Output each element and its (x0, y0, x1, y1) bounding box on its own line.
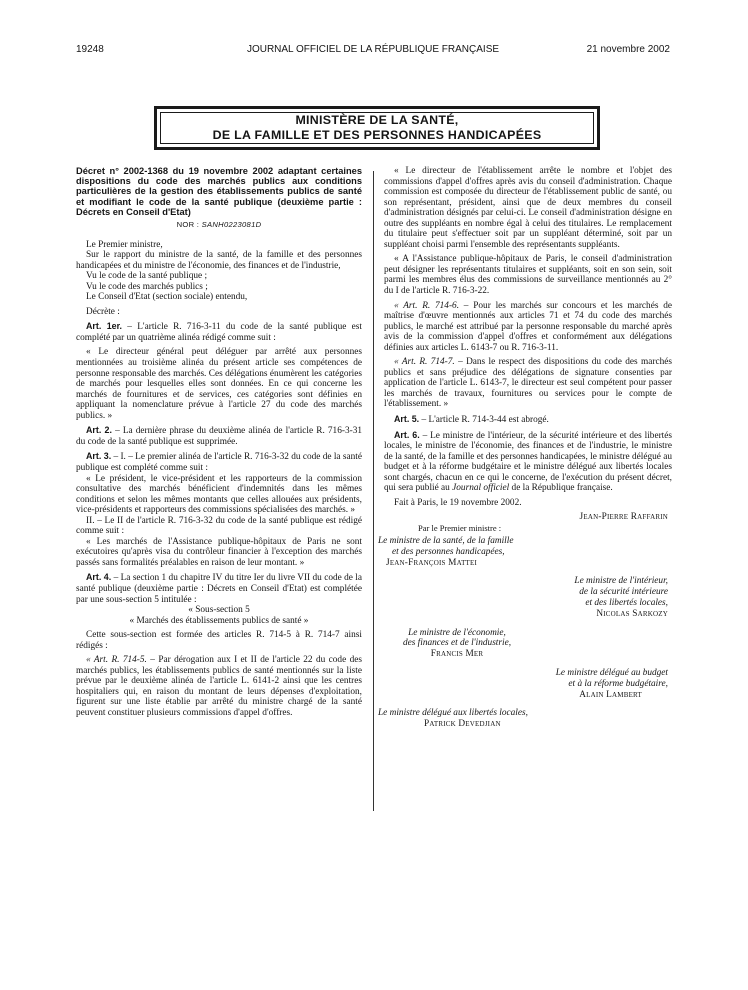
ministry-heading-box (154, 106, 600, 150)
signature-name-mer: Francis Mer (430, 649, 484, 660)
article-r714-7-ref: « Art. R. 714-7. (394, 357, 455, 368)
signature-name-sarkozy: Nicolas Sarkozy (596, 608, 668, 619)
article-6-text-b: de la République française. (509, 483, 613, 494)
interieur-role-line-1: Le ministre de l'intérieur, (574, 576, 668, 587)
article-1-quote: « Le directeur général peut déléguer par arrêté aux personnes mentionnées au troisième alinéa du présent article ses compétences de personne responsable des marchés. Ces délégations énumèrent les catégories de marchés pour lesquelles elles sont données. En ce qui concerne les marchés de fournitures et de services, ces catégories sont définies en appliquant la nomenclature prévue à l'article 27 du code des marchés publics. » (76, 347, 362, 421)
article-r714-6-text: – Pour les marchés sur concours et les marchés de maîtrise d'œuvre mentionnés aux articles 71 et 74 du code des marchés publics, le marché est attribué par la personne responsable du marché après avis de la commission d'appel d'offres et conformément aux délégations définies aux articles L. 6143-7 ou R. 716-3-11. (384, 300, 672, 353)
preamble-line: Le Conseil d'Etat (section sociale) entendu, (86, 292, 248, 303)
interieur-role-line-3: et des libertés locales, (585, 597, 668, 608)
subsection-label: « Sous-section 5 (188, 605, 250, 616)
interieur-role-line-2: de la sécurité intérieure (579, 587, 668, 598)
publication-date: 21 novembre 2002 (586, 44, 670, 55)
economie-role-line-1: Le ministre de l'économie, (408, 627, 506, 638)
signature-block-economie (382, 628, 532, 660)
right-column (378, 166, 673, 738)
article-r714-7 (384, 357, 672, 410)
article-1-heading: Art. 1er. (86, 321, 123, 332)
ministry-line-2: DE LA FAMILLE ET DES PERSONNES HANDICAPÉES (212, 128, 542, 142)
article-r714-5-ref: « Art. R. 714-5. (86, 655, 147, 666)
budget-role-line-2: et à la réforme budgétaire, (568, 678, 668, 689)
signature-block-libertes (378, 708, 672, 730)
article-r714-5-text: – Par dérogation aux I et II de l'article 22 du code des marchés publics, les établissements publics de santé mentionnés sur la liste prévue par le deuxième alinéa de l'article L. 6141-2 ainsi que les centres hospitaliers qui, en raison du montant de leurs dépenses d'exploitation, figurent sur une liste établie par arrêté du ministre chargé de la santé peuvent constituer plusieurs commissions d'appel d'offres. (76, 655, 362, 718)
article-5 (384, 414, 672, 426)
article-2 (76, 425, 362, 447)
article-5-heading: Art. 5. (394, 414, 420, 425)
article-1 (76, 321, 362, 343)
decree-title: Décret n° 2002-1368 du 19 novembre 2002 adaptant certaines dispositions du code des marchés publics aux conditions particulières de la gestion des établissements publics de santé et modifiant le code de la santé publique (deuxième partie : Décrets en Conseil d'Etat) (76, 166, 362, 217)
ministry-line-1: MINISTÈRE DE LA SANTÉ, (295, 113, 459, 127)
par-premier-ministre: Par le Premier ministre : (418, 523, 502, 534)
article-r714-6-ref: « Art. R. 714-6. (394, 300, 460, 311)
decrete-line: Décrète : (86, 306, 120, 317)
subsection-intro: Cette sous-section est formée des articles R. 714-5 à R. 714-7 ainsi rédigés : (76, 630, 362, 651)
preamble-line: Vu le code des marchés publics ; (86, 281, 208, 292)
sante-role-line-2: et des personnes handicapées, (392, 546, 505, 557)
article-3-part-ii: II. – Le II de l'article R. 716-3-32 du code de la santé publique est rédigé comme suit : (76, 515, 362, 537)
preamble-line: Sur le rapport du ministre de la santé, de la famille et des personnes handicapées et du ministre de l'économie, des finances et de l'industrie, (76, 250, 362, 271)
signatures (378, 512, 672, 730)
column-divider (373, 171, 374, 811)
left-column (76, 166, 362, 723)
nor-reference (76, 220, 362, 231)
libertes-role: Le ministre délégué aux libertés locales, (378, 708, 528, 719)
signature-block-interieur (384, 576, 672, 619)
economie-role-line-2: des finances et de l'industrie, (402, 638, 512, 649)
preamble-line: Le Premier ministre, (86, 239, 163, 250)
budget-role-line-1: Le ministre délégué au budget (555, 667, 668, 678)
article-3-quote-1: « Le président, le vice-président et les rapporteurs de la commission consultative des marchés bénéficient d'indemnités dans les mêmes conditions et selon les mêmes montants que celles allouées aux présidents, vice-présidents et rapporteurs des commissions spécialisées des marchés. » (76, 473, 362, 516)
article-4-text: – La section 1 du chapitre IV du titre Ier du livre VII du code de la santé publique (deuxième partie : Décrets en Conseil d'Etat) est complétée par une sous-section 5 intitulée : (76, 573, 362, 605)
aphp-paragraph: « A l'Assistance publique-hôpitaux de Paris, le conseil d'administration peut désigner les représentants titulaires et suppléants, soit en son sein, soit parmi les membres élus des commissions de surveillance mentionnés au 2° du I de l'article R. 716-3-22. (384, 254, 672, 297)
article-4-heading: Art. 4. (86, 572, 112, 583)
subsection-title: « Marchés des établissements publics de santé » (129, 615, 309, 626)
article-3 (76, 451, 362, 473)
signing-place-date: Fait à Paris, le 19 novembre 2002. (394, 497, 522, 508)
article-6-text-a: – Le ministre de l'intérieur, de la sécurité intérieure et des libertés locales, le ministre de l'économie, des finances et de l'industrie, le ministre de la santé, de la famille et des personnes handicapées, le ministre délégué au budget et à la réforme budgétaire et le ministre délégué aux libertés locales sont chargés, chacun en ce qui le concerne, de l'exécution du présent décret, qui sera publié au (384, 430, 673, 494)
journal-title: JOURNAL OFFICIEL DE LA RÉPUBLIQUE FRANÇAISE (246, 44, 500, 55)
article-3-text: – I. – Le premier alinéa de l'article R. 716-3-32 du code de la santé publique est complété comme suit : (76, 452, 362, 473)
signature-block-sante (378, 536, 672, 568)
article-1-text: – L'article R. 716-3-11 du code de la santé publique est complété par un quatrième alinéa rédigé comme suit : (76, 322, 362, 343)
signature-prime-minister: Jean-Pierre Raffarin (579, 512, 668, 523)
journal-officiel-ref: Journal officiel (452, 483, 510, 494)
signature-name-mattei: Jean-François Mattei (386, 557, 478, 568)
article-r714-6 (384, 301, 672, 354)
nor-code: SANH0223081D (201, 220, 262, 230)
ministry-heading (160, 112, 594, 144)
signature-name-lambert: Alain Lambert (579, 689, 642, 700)
preamble-line: Vu le code de la santé publique ; (86, 271, 208, 282)
article-6-heading: Art. 6. (394, 429, 420, 440)
page-number: 19248 (76, 44, 104, 55)
nor-label: NOR : (176, 220, 200, 230)
sante-role-line-1: Le ministre de la santé, de la famille (378, 536, 514, 546)
article-2-text: – La dernière phrase du deuxième alinéa de l'article R. 716-3-31 du code de la santé publique est supprimée. (76, 426, 362, 447)
article-4 (76, 572, 362, 605)
commission-paragraph: « Le directeur de l'établissement arrête le nombre et l'objet des commissions d'appel d'offres après avis du conseil d'administration. Chaque commission est composée du directeur de l'établissement public de santé, ou son représentant, président, ainsi que de deux membres du conseil d'administration désignés par celui-ci. Le conseil d'administration désigne en outre des suppléants en nombre égal à celui des titulaires. Le remplacement du titulaire peut s'effectuer soit par un suppléant déterminé, soit par un suppléant choisi parmi l'ensemble des représentants suppléants. (384, 166, 672, 250)
article-2-heading: Art. 2. (86, 425, 112, 436)
article-r714-7-text: – Dans le respect des dispositions du code des marchés publics et sans préjudice des délégations de signature consenties par application de l'article L. 6143-7, le directeur est seul compétent pour passer les marchés de travaux, fournitures ou services pour le compte de l'établissement. » (384, 357, 672, 410)
article-5-text: – L'article R. 714-3-44 est abrogé. (419, 415, 549, 426)
article-6 (384, 430, 672, 494)
page-header (76, 43, 670, 57)
signature-block-budget (384, 668, 672, 700)
article-3-quote-2: « Les marchés de l'Assistance publique-hôpitaux de Paris ne sont exécutoires qu'après visa du contrôleur financier à l'exception des marchés passés sans formalités préalables en raison de leur montant. » (76, 536, 362, 568)
article-r714-5 (76, 655, 362, 718)
signature-name-devedjian: Patrick Devedjian (424, 719, 501, 730)
article-3-heading: Art. 3. (86, 451, 112, 462)
